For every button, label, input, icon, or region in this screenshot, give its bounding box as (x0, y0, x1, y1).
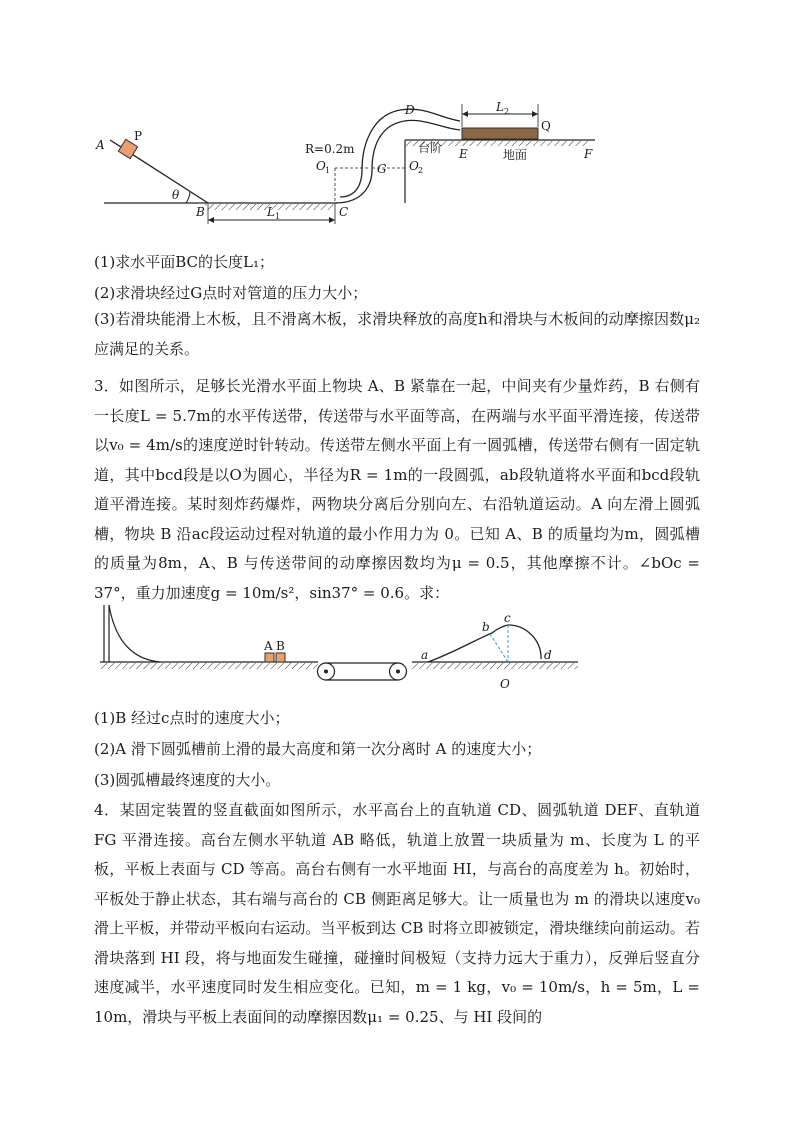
label-l2: L (496, 100, 504, 114)
label-radius: R=0.2m (305, 142, 355, 156)
label-a: A (96, 138, 105, 152)
block-a (265, 653, 274, 662)
block-b (276, 653, 285, 662)
label-o1: O (316, 159, 326, 173)
label-o2: O (409, 159, 419, 173)
label-a-point: a (421, 648, 429, 662)
label-theta: θ (172, 188, 180, 202)
q3-stem: 3．如图所示，足够长光滑水平面上物块 A、B 紧靠在一起，中间夹有少量炸药，B 右侧有一长度L = 5.7m的水平传送带，传送带与水平面等高，在两端与水平面平滑连接，传送带以v₀ = 4m/s的速度逆时针转动。传送带左侧水平面上有一圆弧槽，传送带右侧有一固定轨道，其中bcd段是以O为圆心，半径为R = 1m的一段圆弧，ab段轨道将水平面和bcd段轨道平滑连接。某时刻炸药爆炸，两物块分离后分别向左、右沿轨道运动。A 向左滑上圆弧槽，物块 B 沿ac段运动过程对轨道的最小作用力为 0。已知 A、B 的质量均为m，圆弧槽的质量为8m，A、B 与传送带间的动摩擦因数均为μ = 0.5，其他摩擦不计。∠bOc = 37°，重力加速度g = 10m/s²，sin37° = 0.6。求： (94, 377, 700, 602)
q2-item-2: (2)求滑块经过G点时对管道的压力大小； (94, 284, 368, 302)
q3-item-2: (2)A 滑下圆弧槽前上滑的最大高度和第一次分离时 A 的速度大小； (94, 740, 542, 758)
label-p: P (134, 129, 143, 143)
label-ground: 地面 (503, 148, 528, 162)
label-b: B (196, 205, 205, 219)
label-d-point: d (544, 648, 552, 662)
q2-item-3: (3)若滑块能滑上木板，且不滑离木板，求滑块释放的高度h和滑块与木板间的动摩擦因数μ₂应满足的关系。 (94, 310, 700, 358)
figure-track-device (0, 0, 794, 225)
label-l2-sub: 2 (504, 107, 510, 116)
label-g: G (377, 162, 387, 176)
label-block-b: B (276, 639, 285, 653)
label-o2-sub: 2 (418, 166, 424, 175)
label-l1: L (267, 205, 275, 219)
q2-item-1: (1)求水平面BC的长度L₁； (94, 253, 275, 271)
label-l1-sub: 1 (275, 212, 281, 221)
label-f: F (584, 147, 593, 161)
label-block-a: A (264, 639, 273, 653)
label-c: C (339, 205, 349, 219)
figure-conveyor-system (0, 600, 794, 690)
label-o1-sub: 1 (325, 166, 331, 175)
pipe-outer (335, 120, 460, 203)
q4-stem: 4．某固定装置的竖直截面如图所示，水平高台上的直轨道 CD、圆弧轨道 DEF、直轨道 FG 平滑连接。高台左侧水平轨道 AB 略低，轨道上放置一块质量为 m、长度为 L 的平板，平板上表面与 CD 等高。高台右侧有一水平地面 HI，与高台的高度差为 h。初始时，平板处于静止状态，其右端与高台的 CB 侧距离足够大。让一质量也为 m 的滑块以速度v₀滑上平板，并带动平板向右运动。当平板到达 CB 时将立即被锁定，滑块继续向前运动。若滑块落到 HI 段，将与地面发生碰撞，碰撞时间极短（支持力远大于重力），反弹后竖直分速度减半，水平速度同时发生相应变化。已知，m = 1 kg，v₀ = 10m/s，h = 5m，L = 10m，滑块与平板上表面间的动摩擦因数μ₁ = 0.25、与 HI 段间的 (94, 801, 700, 1026)
label-c-point: c (504, 611, 511, 625)
label-step: 台阶 (418, 141, 443, 155)
arc-groove (109, 605, 160, 662)
q3-item-1: (1)B 经过c点时的速度大小； (94, 709, 290, 727)
wooden-board (462, 128, 538, 139)
label-q: Q (541, 119, 551, 133)
label-b-point: b (482, 620, 490, 634)
q3-item-3: (3)圆弧槽最终速度的大小。 (94, 771, 281, 789)
label-d: D (405, 103, 415, 117)
label-e: E (459, 147, 468, 161)
label-o-point: O (500, 677, 510, 690)
